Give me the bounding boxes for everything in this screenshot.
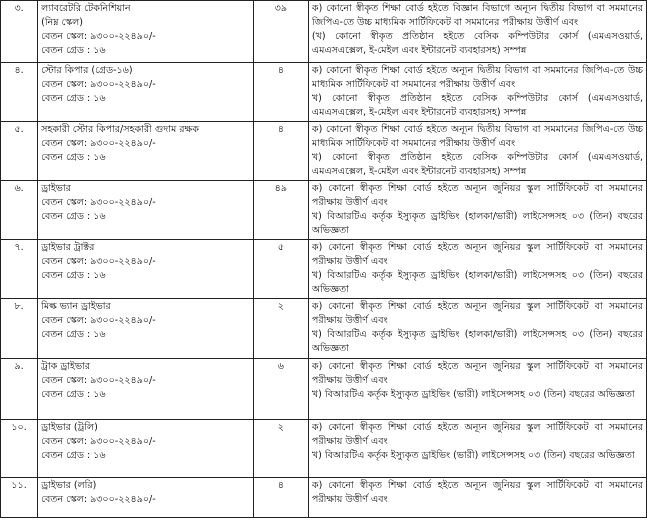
post-cell (38, 1, 254, 63)
qualification-cell (308, 63, 646, 122)
post-title: ড্রাইভার (41, 183, 71, 194)
post-title: ট্রাক ড্রাইভার (41, 361, 90, 372)
qualification-clause: ক) কোনো স্বীকৃত শিক্ষা বোর্ড হইতে অন্যূন জুনিয়র স্কুল সার্টিফিকেট বা সমমানের পরীক্ষায় উত্তীর্ণ এবং (311, 242, 643, 267)
post-cell (38, 240, 254, 299)
post-title: মিল্ক ভ্যান ড্রাইভার (41, 301, 111, 312)
vacancy-count: ২ (253, 299, 308, 359)
post-detail-line: বেতন স্কেল: ৯৩০০-২২৪৯০/- (41, 494, 156, 505)
post-detail-line: বেতন গ্রেড : ১৬ (41, 450, 106, 461)
serial-number: ১১. (1, 478, 38, 518)
vacancy-count: ৪৯ (253, 181, 308, 240)
qualification-clause: খ) কোনো স্বীকৃত প্রতিষ্ঠান হইতে বেসিক কম্পিউটার কোর্স (এমএসওয়ার্ড, এমএসএক্সেল, ই-মেইল এবং ইন্টারনেট ব্যবহারসহ) সম্পন্ন (311, 152, 643, 177)
qualification-clause: ক) কোনো স্বীকৃত শিক্ষা বোর্ড হইতে অন্যূন জুনিয়র স্কুল সার্টিফিকেট বা সমমানের পরীক্ষায় উত্তীর্ণ এবং (311, 301, 643, 326)
posts-table-body (1, 1, 647, 518)
vacancy-count: ৩৯ (253, 1, 308, 63)
table-row (1, 420, 647, 478)
serial-number: ১০. (1, 420, 38, 478)
qualification-clause: ক) কোনো স্বীকৃত শিক্ষা বোর্ড হইতে অন্যূন জুনিয়র স্কুল সার্টিফিকেট বা সমমানের পরীক্ষায় উত্তীর্ণ এবং (311, 361, 643, 386)
vacancy-count: ৪ (253, 122, 308, 181)
post-detail-line: বেতন স্কেল: ৯৩০০-২২৪৯০/- (41, 31, 156, 42)
qualification-clause: ক) কোনো স্বীকৃত শিক্ষা বোর্ড হইতে অন্যূন জুনিয়র স্কুল সার্টিফিকেট বা সমমানের পরীক্ষায় উত্তীর্ণ এবং (311, 480, 643, 505)
qualification-clause: খ) বিআরটিএ কর্তৃক ইস্যুকৃত ড্রাইভিং (হালকা/ভারী) লাইসেন্সসহ ০৩ (তিন) বছরের অভিজ্ঞতা (311, 211, 643, 236)
post-detail-line: বেতন স্কেল: ৯৩০০-২২৪৯০/- (41, 197, 156, 208)
post-detail-line: বেতন গ্রেড : ১৬ (41, 211, 106, 222)
post-cell (38, 420, 254, 478)
qualification-cell (308, 359, 646, 420)
table-row (1, 478, 647, 518)
post-title: ল্যাবরেটরি টেকনিশিয়ান (41, 3, 131, 14)
post-detail-line: বেতন স্কেল: ৯৩০০-২২৪৯০/- (41, 256, 156, 267)
table-row (1, 359, 647, 420)
qualification-clause: (খ) কোনো স্বীকৃত প্রতিষ্ঠান হইতে বেসিক কম্পিউটার কোর্স (এমএসওয়ার্ড, এমএসএক্সেল, ই-মেইল এবং ইন্টারনেট ব্যবহারসহ) সম্পন্ন (311, 31, 643, 56)
post-detail-line: বেতন গ্রেড : ১৬ (41, 270, 106, 281)
qualification-cell (308, 299, 646, 359)
post-title: ড্রাইভার (লরি) (41, 480, 97, 491)
qualification-clause: ক) কোনো স্বীকৃত শিক্ষা বোর্ড হইতে বিজ্ঞান বিভাগে অন্যূন দ্বিতীয় বিভাগ বা সমমানের জিপিএ-তে উচ্চ মাধ্যমিক সার্টিফিকেট বা সমমানের পরীক্ষায় উত্তীর্ণ এবং (311, 3, 643, 28)
post-cell (38, 299, 254, 359)
post-cell (38, 122, 254, 181)
table-row (1, 240, 647, 299)
post-title: সহকারী স্টোর কিপার/সহকারী গুদাম রক্ষক (41, 124, 199, 135)
qualification-clause: ক) কোনো স্বীকৃত শিক্ষা বোর্ড হইতে অন্যূন দ্বিতীয় বিভাগ বা সমমানের জিপিএ-তে উচ্চ মাধ্যমিক সার্টিফিকেট বা সমমানের পরীক্ষায় উত্তীর্ণ এবং (311, 65, 643, 90)
serial-number: ৭. (1, 240, 38, 299)
vacancy-count: ৬ (253, 359, 308, 420)
post-detail-line: (নিম্ন স্কেল) (41, 17, 83, 28)
qualification-clause: খ) বিআরটিএ কর্তৃক ইস্যুকৃত ড্রাইভিং (হালকা/ভারী) লাইসেন্সসহ ০৩ (তিন) বছরের অভিজ্ঞতা (311, 329, 643, 354)
qualification-clause: খ) বিআরটিএ কর্তৃক ইস্যুকৃত ড্রাইভিং (ভারী) লাইসেন্সসহ ০৩ (তিন) বছরের অভিজ্ঞতা (311, 450, 635, 461)
qualification-clause: খ) বিআরটিএ কর্তৃক ইস্যুকৃত ড্রাইভিং (হালকা/ভারী) লাইসেন্সসহ ০৩ (তিন) বছরের অভিজ্ঞতা (311, 270, 643, 295)
table-row (1, 63, 647, 122)
qualification-clause: ক) কোনো স্বীকৃত শিক্ষা বোর্ড হইতে অন্যূন জুনিয়র স্কুল সার্টিফিকেট বা সমমানের পরীক্ষায় উত্তীর্ণ এবং (311, 422, 643, 447)
post-detail-line: বেতন স্কেল: ৯৩০০-২২৪৯০/- (41, 138, 156, 149)
vacancy-count: ৫ (253, 240, 308, 299)
qualification-cell (308, 181, 646, 240)
post-title: ড্রাইভার (ট্রলি) (41, 422, 98, 433)
serial-number: ৫. (1, 122, 38, 181)
post-cell (38, 181, 254, 240)
post-detail-line: বেতন গ্রেড : ১৬ (41, 93, 106, 104)
vacancy-count: ২ (253, 420, 308, 478)
qualification-cell (308, 420, 646, 478)
post-detail-line: বেতন গ্রেড : ১৬ (41, 45, 106, 56)
qualification-cell (308, 478, 646, 518)
serial-number: ৯. (1, 359, 38, 420)
qualification-cell (308, 240, 646, 299)
vacancy-count: ৪ (253, 478, 308, 518)
post-detail-line: বেতন স্কেল: ৯৩০০-২২৪৯০/- (41, 436, 156, 447)
qualification-clause: খ) কোনো স্বীকৃত প্রতিষ্ঠান হইতে বেসিক কম্পিউটার কোর্স (এমএসওয়ার্ড, এমএসএক্সেল, ই-মেইল এবং ইন্টারনেট ব্যবহারসহ) সম্পন্ন (311, 93, 643, 118)
post-title: স্টোর কিপার (গ্রেড-১৬) (41, 65, 133, 76)
post-detail-line: বেতন স্কেল: ৯৩০০-২২৪৯০/- (41, 375, 156, 386)
qualification-clause: খ) বিআরটিএ কর্তৃক ইস্যুকৃত ড্রাইভিং (ভারী) লাইসেন্সসহ ০৩ (তিন) বছরের অভিজ্ঞতা (311, 389, 635, 400)
table-row (1, 122, 647, 181)
qualification-clause: ক) কোনো স্বীকৃত শিক্ষা বোর্ড হইতে অন্যূন জুনিয়র স্কুল সার্টিফিকেট বা সমমানের পরীক্ষায় উত্তীর্ণ এবং (311, 183, 643, 208)
serial-number: ৪. (1, 63, 38, 122)
table-row (1, 1, 647, 63)
post-cell (38, 359, 254, 420)
table-row (1, 299, 647, 359)
post-cell (38, 478, 254, 518)
post-detail-line: বেতন স্কেল: ৯৩০০-২২৪৯০/- (41, 79, 156, 90)
post-detail-line: বেতন গ্রেড : ১৬ (41, 389, 106, 400)
post-detail-line: বেতন গ্রেড : ১৬ (41, 329, 106, 340)
qualification-cell (308, 1, 646, 63)
qualification-cell (308, 122, 646, 181)
post-detail-line: বেতন গ্রেড : ১৬ (41, 152, 106, 163)
table-row (1, 181, 647, 240)
qualification-clause: ক) কোনো স্বীকৃত শিক্ষা বোর্ড হইতে অন্যূন দ্বিতীয় বিভাগ বা সমমানের জিপিএ-তে উচ্চ মাধ্যমিক সার্টিফিকেট বা সমমানের পরীক্ষায় উত্তীর্ণ এবং (311, 124, 643, 149)
serial-number: ৩. (1, 1, 38, 63)
serial-number: ৮. (1, 299, 38, 359)
post-cell (38, 63, 254, 122)
post-detail-line: বেতন স্কেল: ৯৩০০-২২৪৯০/- (41, 315, 156, 326)
serial-number: ৬. (1, 181, 38, 240)
vacancy-count: ৪ (253, 63, 308, 122)
post-title: ড্রাইভার ট্রাক্টর (41, 242, 95, 253)
